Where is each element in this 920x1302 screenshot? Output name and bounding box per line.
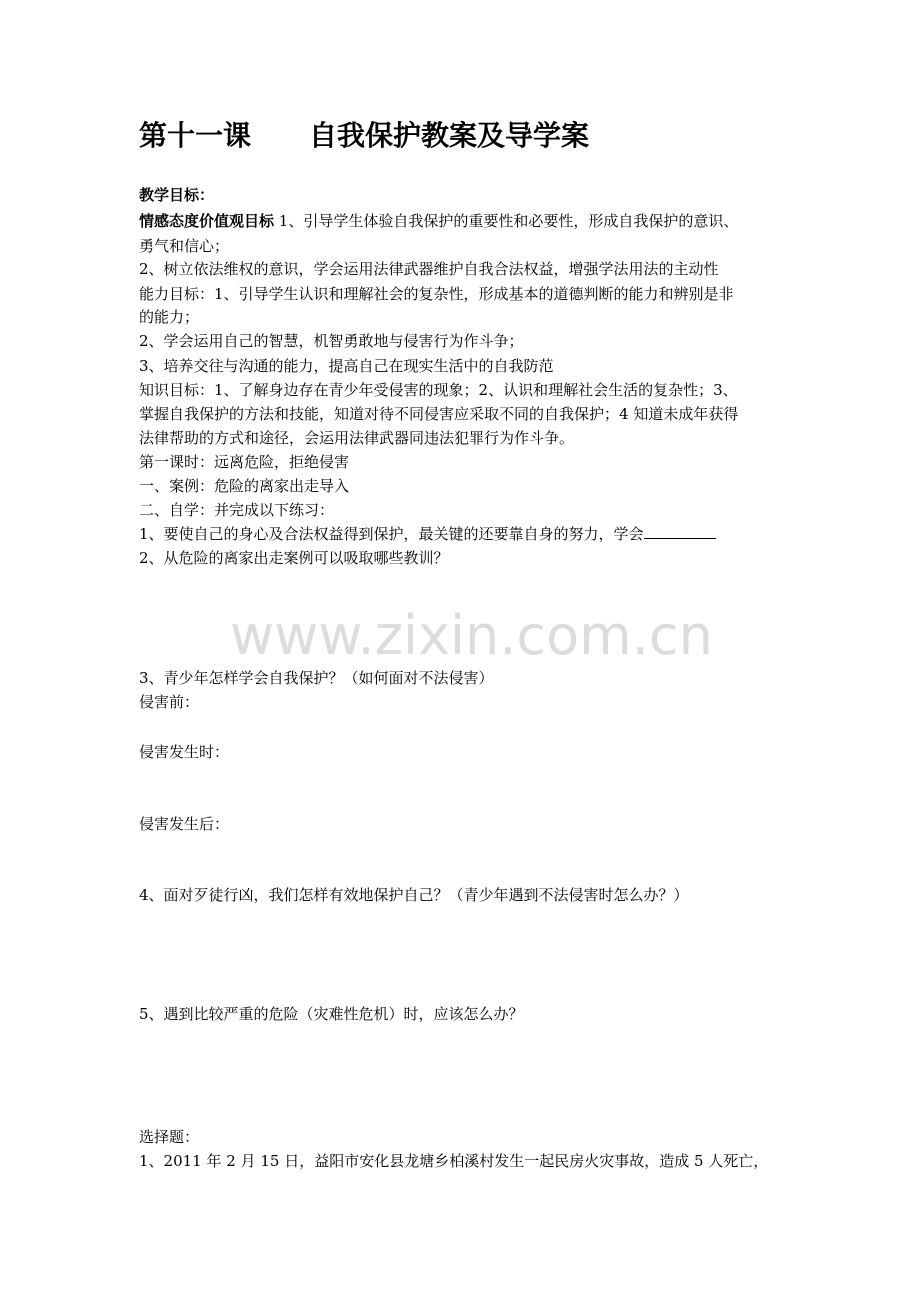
during-infringement-label: 侵害发生时： — [139, 743, 230, 761]
case-heading: 一、案例：危险的离家出走导入 — [139, 477, 350, 495]
question-4: 4、面对歹徒行凶，我们怎样有效地保护自己？（青少年遇到不法侵害时怎么办？） — [139, 886, 689, 904]
knowledge-goal-line: 知识目标：1、了解身边存在青少年受侵害的现象；2、认识和理解社会生活的复杂性；3、 — [139, 381, 738, 399]
watermark: www.zixin.com.cn — [230, 604, 713, 667]
answer-blank[interactable] — [644, 524, 716, 539]
text-line: 的能力； — [139, 308, 200, 326]
after-infringement-label: 侵害发生后： — [139, 815, 230, 833]
self-study-heading: 二、自学：并完成以下练习： — [139, 501, 335, 519]
text-line: 掌握自我保护的方法和技能，知道对待不同侵害应采取不同的自我保护；4 知道未成年获得 — [139, 405, 739, 423]
page-title — [139, 116, 589, 156]
question-1-text: 1、要使自己的身心及合法权益得到保护，最关键的还要靠自身的努力，学会 — [139, 525, 644, 543]
question-1 — [139, 523, 716, 545]
question-5: 5、遇到比较严重的危险（灾难性危机）时，应该怎么办？ — [139, 1005, 524, 1023]
lesson-title: 自我保护教案及导学案 — [309, 119, 590, 152]
ability-goal-line: 能力目标：1、引导学生认识和理解社会的复杂性，形成基本的道德判断的能力和辨别是非 — [139, 285, 734, 303]
text-line: 法律帮助的方式和途径，会运用法律武器同违法犯罪行为作斗争。 — [139, 429, 575, 447]
emotion-goal-line — [139, 210, 738, 232]
text-line: 2、学会运用自己的智慧，机智勇敢地与侵害行为作斗争； — [139, 332, 524, 350]
multiple-choice-heading: 选择题： — [139, 1128, 200, 1146]
question-3: 3、青少年怎样学会自我保护？（如何面对不法侵害） — [139, 669, 494, 687]
choice-question-1: 1、2011 年 2 月 15 日，益阳市安化县龙塘乡柏溪村发生一起民房火灾事故，造成 5 人死亡， — [139, 1152, 769, 1170]
lesson-number: 第十一课 — [139, 119, 252, 152]
question-2: 2、从危险的离家出走案例可以吸取哪些教训？ — [139, 549, 449, 567]
lesson-period-heading: 第一课时：远离危险，拒绝侵害 — [139, 453, 350, 471]
teaching-goals-heading: 教学目标： — [139, 186, 215, 204]
text-line: 3、培养交往与沟通的能力，提高自己在现实生活中的自我防范 — [139, 357, 554, 375]
text-line: 2、树立依法维权的意识，学会运用法律武器维护自我合法权益，增强学法用法的主动性 — [139, 260, 719, 278]
emotion-goal-text: 1、引导学生体验自我保护的重要性和必要性，形成自我保护的意识、 — [274, 212, 739, 230]
before-infringement-label: 侵害前： — [139, 693, 200, 711]
emotion-goal-label: 情感态度价值观目标 — [139, 212, 275, 230]
text-line: 勇气和信心； — [139, 237, 230, 255]
